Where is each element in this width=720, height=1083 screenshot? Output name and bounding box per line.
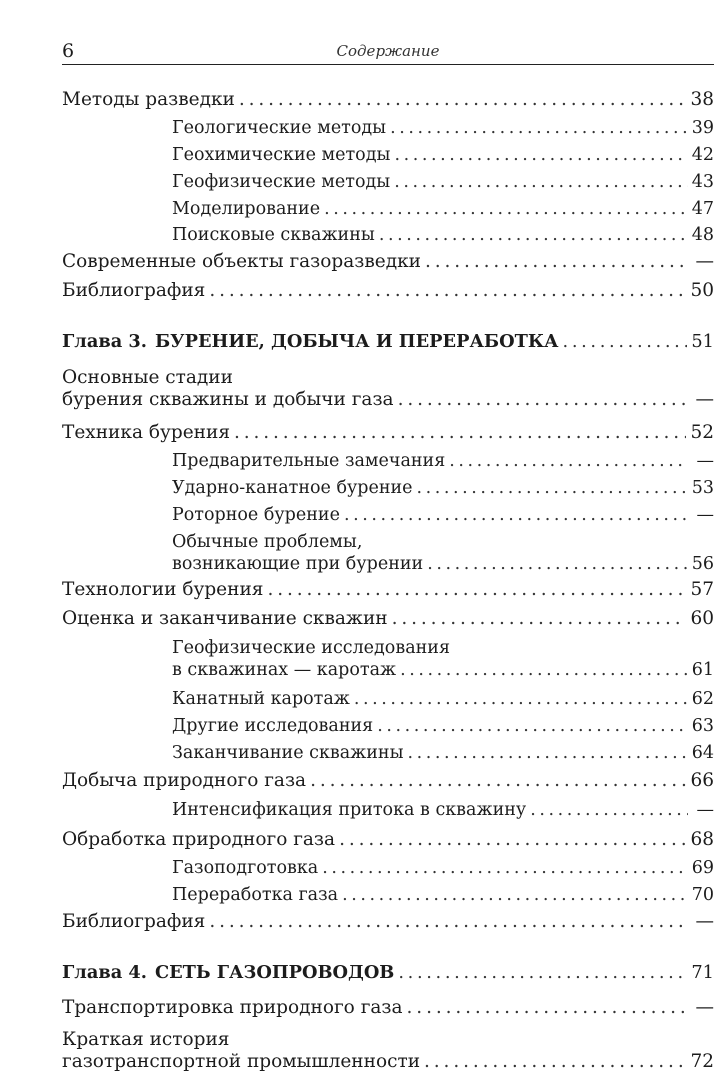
leader-dots [324,198,688,220]
toc-page-number: 60 [690,608,714,629]
chapter-title: СЕТЬ ГАЗОПРОВОДОВ [154,962,395,983]
toc-subentry-logging[interactable] [172,637,714,681]
toc-entry-title: Моделирование [172,199,321,219]
toc-entry-title: Технологии бурения [62,579,264,600]
toc-entry-title: Библиография [62,911,206,932]
toc-subentry[interactable] [172,715,714,737]
leader-dots [398,962,687,984]
toc-entry-title: Современные объекты газоразведки [62,251,422,272]
leader-dots [267,579,686,601]
toc-page-number: 51 [691,331,714,352]
toc-subentry[interactable] [172,450,714,472]
leader-dots [394,171,688,193]
leader-dots [530,799,688,821]
toc-subentry[interactable] [172,171,714,193]
toc-entry-title: Предварительные замечания [172,451,446,471]
chapter-heading [62,331,563,353]
toc-subentry-problems[interactable] [172,531,714,575]
toc-page-number: 56 [691,554,714,574]
toc-page-number: 68 [690,829,714,850]
page-number: 6 [62,40,75,62]
toc-page-number: 72 [690,1051,714,1072]
leader-dots [339,829,686,851]
leader-dots [563,331,688,353]
toc-entry-title: Заканчивание скважины [172,743,404,763]
toc-entry-title: Техника бурения [62,422,230,443]
leader-dots [390,117,688,139]
toc-entry-title: Другие исследования [172,716,374,736]
toc-page-number: 64 [691,743,714,763]
leader-dots [398,389,688,411]
toc-page-number: — [695,911,714,932]
toc-page-number: 63 [691,716,714,736]
toc-entry-transport[interactable] [62,997,714,1019]
toc-page-number: 38 [690,89,714,110]
toc-entry-title-line2: возникающие при бурении [172,554,424,574]
toc-page-number: 66 [690,770,714,791]
toc-subentry[interactable] [172,688,714,710]
toc-entry-title-line1: Геофизические исследования [172,638,451,658]
leader-dots [379,224,688,246]
toc-page-number: 57 [690,579,714,600]
leader-dots [417,477,688,499]
toc-page-number: 71 [691,962,714,983]
leader-dots [310,770,686,792]
leader-dots [234,422,686,444]
toc-subentry[interactable] [172,857,714,879]
toc-page-number: — [696,505,714,525]
leader-dots [344,504,688,526]
toc-page-number: 43 [691,172,714,192]
toc-entry-title: Транспортировка природного газа [62,997,403,1018]
toc-entry-bibliography-ch3[interactable] [62,911,714,933]
chapter-number: Глава 3. [62,331,147,352]
chapter-heading [62,962,398,984]
toc-subentry[interactable] [172,144,714,166]
toc-chapter-4[interactable] [62,962,714,984]
toc-subentry[interactable] [172,799,714,821]
leader-dots [354,688,688,710]
toc-entry-title: Интенсификация притока в скважину [172,800,527,820]
toc-entry-processing[interactable] [62,829,714,851]
leader-dots [394,144,687,166]
toc-entry-title: Газоподготовка [172,858,319,878]
toc-entry-drilling-technique[interactable] [62,422,714,444]
leader-dots [427,553,688,575]
toc-entry-title: Обработка природного газа [62,829,336,850]
toc-entry-evaluation[interactable] [62,608,714,630]
toc-page-number: — [695,389,714,410]
leader-dots [239,89,687,111]
toc-entry-title: Геологические методы [172,118,387,138]
toc-entry-title: Переработка газа [172,885,339,905]
toc-page-number: 42 [691,145,714,165]
toc-entry-title-line1: Обычные проблемы, [172,532,363,552]
toc-chapter-3[interactable] [62,331,714,353]
toc-entry-title-line2: в скважинах — каротаж [172,660,397,680]
toc-entry-title: Поисковые скважины [172,225,375,245]
toc-entry-title: Ударно-канатное бурение [172,478,413,498]
toc-subentry[interactable] [172,117,714,139]
leader-dots [400,659,688,681]
leader-dots [377,715,688,737]
toc-page-number: 61 [691,660,714,680]
toc-entry-bibliography[interactable] [62,280,714,302]
leader-dots [209,280,686,302]
toc-page-number: 62 [691,689,714,709]
leader-dots [209,911,688,933]
running-title: Содержание [336,42,440,60]
toc-entry-title: Добыча природного газа [62,770,307,791]
toc-entry-title-line2: газотранспортной промышленности [62,1051,421,1072]
toc-subentry[interactable] [172,198,714,220]
leader-dots [425,251,688,273]
toc-entry-title-line2: бурения скважины и добычи газа [62,389,394,410]
toc-page-number: 52 [690,422,714,443]
chapter-title: БУРЕНИЕ, ДОБЫЧА И ПЕРЕРАБОТКА [154,331,559,352]
toc-entry-history[interactable] [62,1029,714,1073]
toc-subentry[interactable] [172,504,714,526]
toc-subentry[interactable] [172,477,714,499]
toc-page-number: — [696,451,714,471]
toc-page-number: — [695,997,714,1018]
toc-page-number: — [696,800,714,820]
toc-entry-title: Геофизические методы [172,172,391,192]
toc-entry-title: Методы разведки [62,89,235,110]
leader-dots [449,450,688,472]
toc-subentry[interactable] [172,224,714,246]
toc-entry-methods[interactable] [62,89,714,111]
toc-entry-title-line1: Краткая история [62,1029,230,1050]
toc-entry-title-line1: Основные стадии [62,367,233,388]
toc-page-number: 69 [691,858,714,878]
toc-page-number: 39 [691,118,714,138]
leader-dots [424,1051,686,1073]
toc-page-number: 70 [691,885,714,905]
toc-entry-stages[interactable] [62,367,714,411]
toc-entry-modern-objects[interactable] [62,251,714,273]
toc-page-number: 53 [691,478,714,498]
toc-entry-production[interactable] [62,770,714,792]
toc-page-number: 48 [691,225,714,245]
toc-entry-title: Геохимические методы [172,145,391,165]
toc-entry-title: Роторное бурение [172,505,340,525]
toc-page-number: 47 [691,199,714,219]
leader-dots [408,742,688,764]
toc-entry-drilling-technologies[interactable] [62,579,714,601]
toc-subentry[interactable] [172,742,714,764]
chapter-number: Глава 4. [62,962,147,983]
toc-page-number: 50 [690,280,714,301]
leader-dots [392,608,687,630]
leader-dots [407,997,688,1019]
toc-entry-title: Канатный каротаж [172,689,350,709]
toc-subentry[interactable] [172,884,714,906]
toc-entry-title: Оценка и заканчивание скважин [62,608,388,629]
leader-dots [322,857,687,879]
toc-entry-title: Библиография [62,280,206,301]
leader-dots [342,884,688,906]
toc-page-number: — [695,251,714,272]
